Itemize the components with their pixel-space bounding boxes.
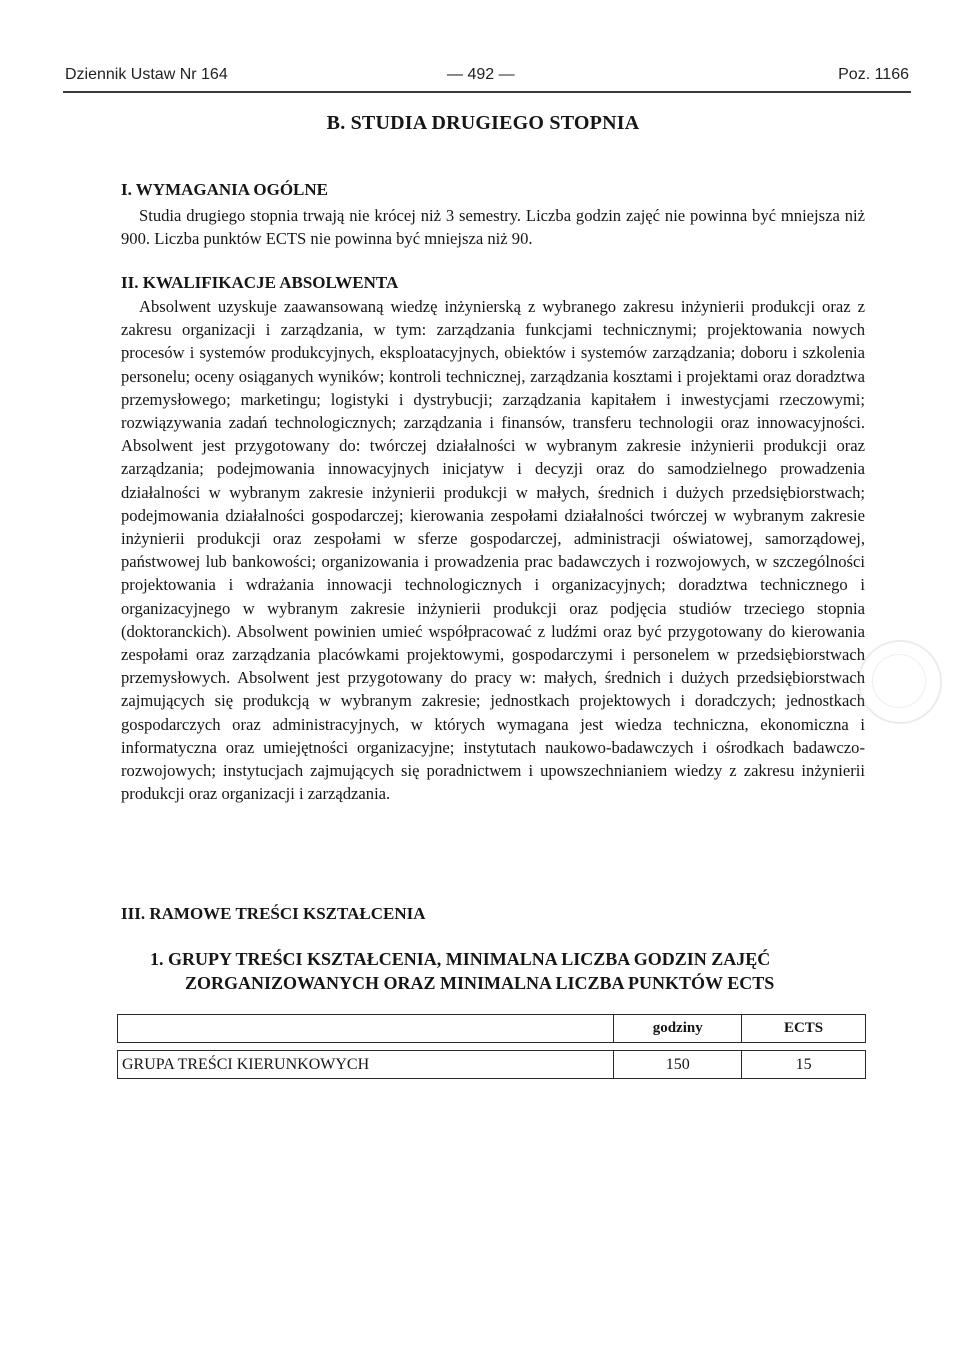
table-header-ects: ECTS [742,1015,866,1043]
page-number: — 492 — [447,66,515,83]
table-header-hours: godziny [614,1015,742,1043]
header-rule [63,91,911,93]
position-number: Poz. 1166 [838,66,909,83]
table-cell-hours: 150 [614,1051,742,1079]
table-cell-ects: 15 [742,1051,866,1079]
table-row [118,1051,866,1079]
section-heading-curriculum-framework: III. RAMOWE TREŚCI KSZTAŁCENIA [121,904,426,923]
page-title: B. STUDIA DRUGIEGO STOPNIA [326,112,640,134]
table-spacer-row [118,1043,866,1051]
subsection-heading-line-2: ZORGANIZOWANYCH ORAZ MINIMALNA LICZBA PUNKTÓW ECTS [185,973,775,993]
general-requirements-text: Studia drugiego stopnia trwają nie krócej niż 3 semestry. Liczba godzin zajęć nie powinna być mniejsza niż 900. Liczba punktów ECTS nie powinna być mniejsza niż 90. [121,206,865,248]
subsection-heading-line-1: 1. GRUPY TREŚCI KSZTAŁCENIA, MINIMALNA LICZBA GODZIN ZAJĘĆ [150,949,771,969]
table-header-row [118,1015,866,1043]
publication-name: Dziennik Ustaw Nr 164 [65,66,228,83]
running-header [63,66,909,92]
section-heading-graduate-qualifications: II. KWALIFIKACJE ABSOLWENTA [121,273,399,292]
official-seal-watermark [858,640,942,724]
graduate-qualifications-text: Absolwent uzyskuje zaawansowaną wiedzę inżynierską z wybranego zakresu inżynierii produkcji oraz z zakresu organizacji i zarządzania, w tym: zarządzania funkcjami technicznymi; projektowania nowych procesów i systemów produkcyjnych, eksploatacyjnych, obiektów i systemów zarządzania; doboru i szkolenia personelu; oceny osiąganych wyników; kontroli technicznej, zarządzania kosztami i projektami oraz doradztwa przemysłowego; marketingu; logistyki i dystrybucji; zarządzania kapitałem i inwestycjami rzeczowymi; rozwiązywania zadań technologicznych; zarządzania i finansów, transferu technologii oraz innowacyjności. Absolwent jest przygotowany do: twórczej działalności w wybranym zakresie inżynierii produkcji oraz zarządzania; podejmowania innowacyjnych inicjatyw i decyzji oraz do samodzielnego prowadzenia działalności w wybranym zakresie inżynierii produkcji w małych, średnich i dużych przedsiębiorstwach; podejmowania działalności gospodarczej; kierowania zespołami działalności twórczej w wybranym zakresie inżynierii produkcji oraz zespołami w sferze gospodarczej, administracji oświatowej, samorządowej, państwowej lub bankowości; organizowania i prowadzenia prac badawczych i rozwojowych, w szczególności projektowania i wdrażania innowacji technologicznych i organizacyjnych; doradztwa technicznego i organizacyjnego w wybranym zakresie inżynierii produkcji oraz podjęcia studiów trzeciego stopnia (doktoranckich). Absolwent powinien umieć współpracować z ludźmi oraz być przygotowany do kierowania zespołami oraz zarządzania placówkami projektowymi, gospodarczymi i personelem w przedsiębiorstwach przemysłowych. Absolwent jest przygotowany do pracy w: małych, średnich i dużych przedsiębiorstwach zajmujących się produkcją w wybranym zakresie; jednostkach projektowych i doradczych; jednostkach gospodarczych oraz administracyjnych, w których wymagana jest wiedza techniczna, ekonomiczna i informatyczna oraz umiejętności organizacyjne; instytutach naukowo-badawczych i ośrodkach badawczo-rozwojowych; instytucjach zajmujących się poradnictwem i upowszechnianiem wiedzy z zakresu inżynierii produkcji oraz organizacji i zarządzania. [121,297,865,804]
table-header-empty [118,1015,614,1043]
subsection-heading-content-groups [150,947,890,995]
table-cell-group-name: GRUPA TREŚCI KIERUNKOWYCH [118,1051,614,1079]
section-heading-general-requirements: I. WYMAGANIA OGÓLNE [121,180,329,199]
hours-ects-table [117,1014,866,1079]
